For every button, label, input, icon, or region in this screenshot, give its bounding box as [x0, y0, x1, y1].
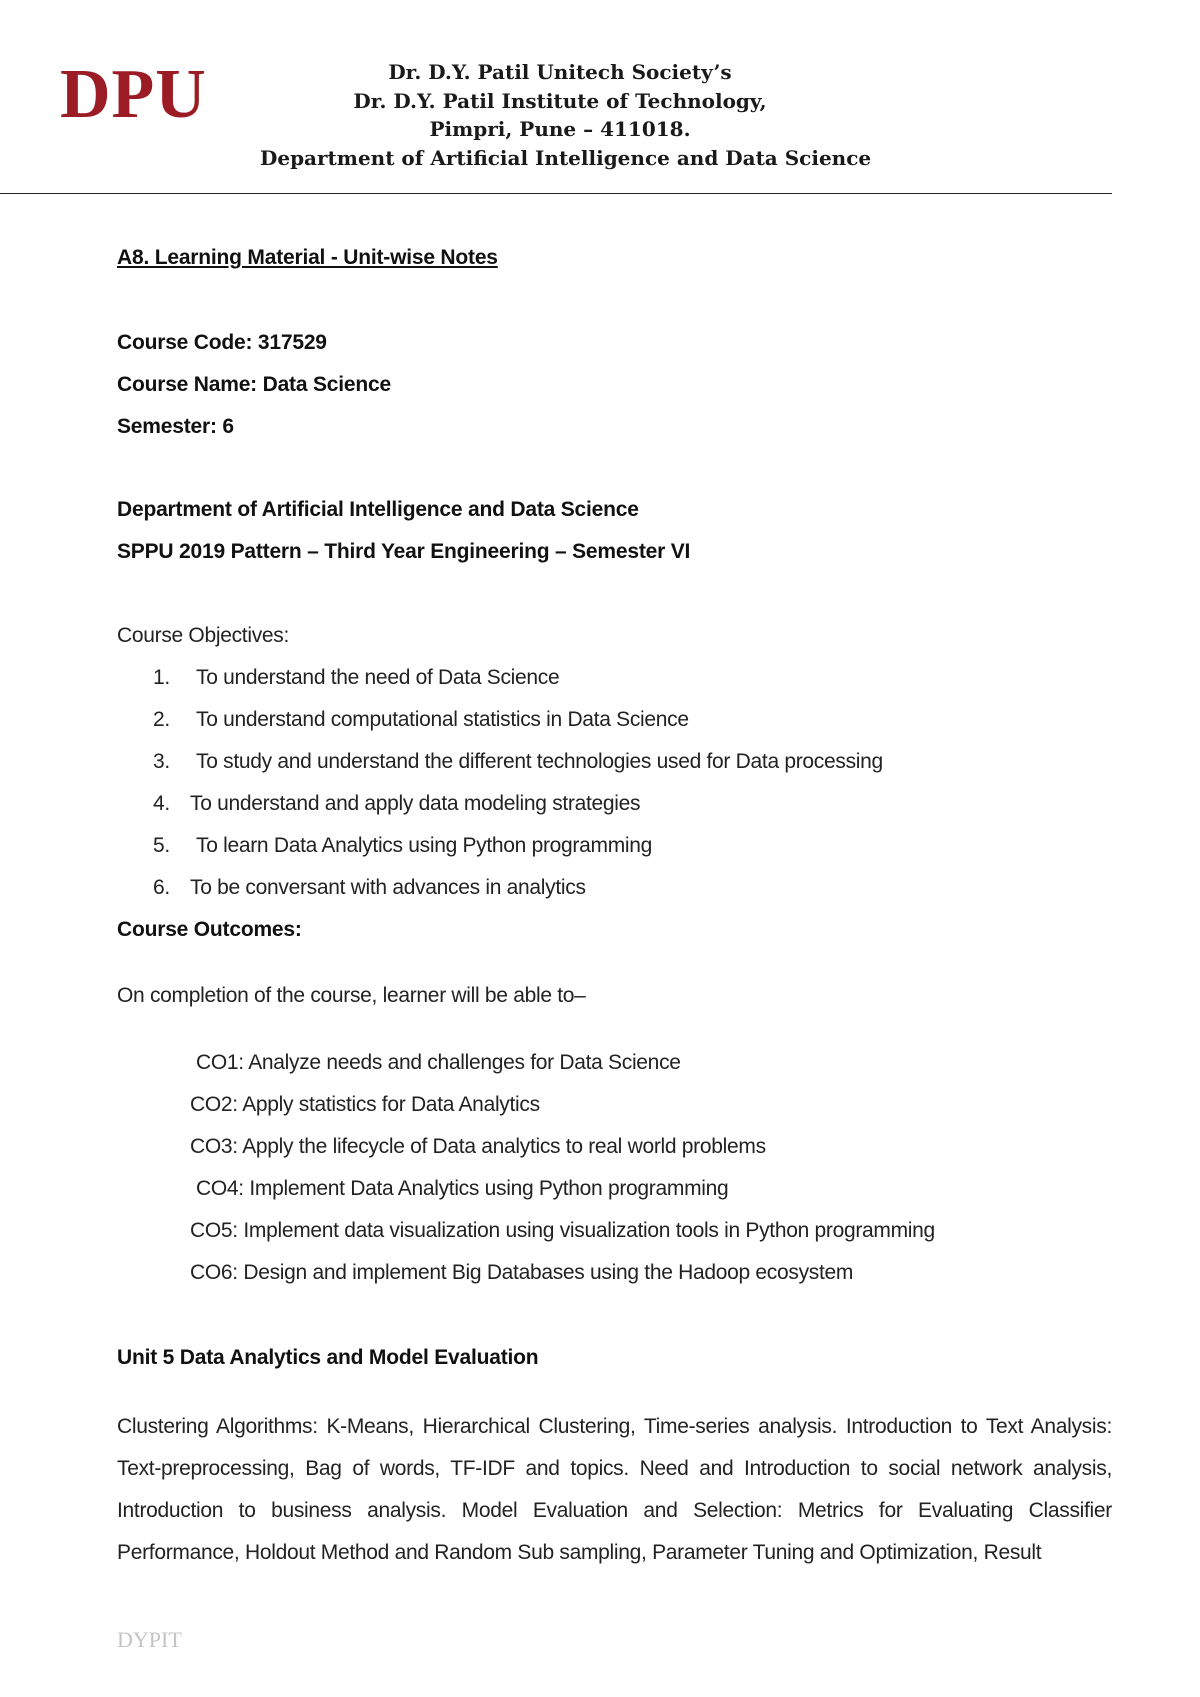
header-department: Department of Artificial Intelligence and Data Science — [260, 145, 872, 170]
unit-paragraph: Clustering Algorithms: K-Means, Hierarchical Clustering, Time-series analysis. Introduction to Text Analysis: Text-preprocessing, Bag of words, TF-IDF and topics. Need and Introduction to social network analysis, Introduction to business analysis. Model Evaluation and Selection: Metrics for Evaluating Classifier Performance, Holdout Method and Random Sub sampling, Parameter Tuning and Optimization, Result — [117, 1415, 1112, 1564]
course-name: Course Name: Data Science — [117, 373, 391, 396]
unit-heading: Unit 5 Data Analytics and Model Evaluation — [117, 1346, 539, 1369]
objective-number: 5. — [153, 834, 170, 857]
outcome-item: CO2: Apply statistics for Data Analytics — [190, 1093, 540, 1116]
dpu-logo — [60, 56, 238, 133]
outcome-item: CO6: Design and implement Big Databases using the Hadoop ecosystem — [190, 1261, 854, 1284]
outcome-item: CO4: Implement Data Analytics using Python programming — [196, 1177, 729, 1200]
semester: Semester: 6 — [117, 415, 234, 438]
objectives-heading: Course Objectives: — [117, 624, 290, 647]
objective-text: To understand and apply data modeling strategies — [190, 792, 641, 815]
outcomes-heading: Course Outcomes: — [117, 918, 302, 941]
objective-text: To understand computational statistics in Data Science — [196, 708, 689, 731]
header-address: Pimpri, Pune – 411018. — [429, 117, 691, 141]
outcome-item: CO3: Apply the lifecycle of Data analytics to real world problems — [190, 1135, 766, 1158]
objective-text: To be conversant with advances in analytics — [190, 876, 586, 899]
institution-header — [260, 58, 872, 172]
outcome-item: CO1: Analyze needs and challenges for Data Science — [196, 1051, 681, 1074]
objective-text: To study and understand the different technologies used for Data processing — [196, 750, 883, 773]
objective-number: 3. — [153, 750, 170, 773]
section-title: A8. Learning Material - Unit-wise Notes — [117, 246, 498, 269]
objective-number: 1. — [153, 666, 170, 689]
logo-text: DPU — [60, 56, 207, 133]
course-code: Course Code: 317529 — [117, 331, 327, 354]
department: Department of Artificial Intelligence and Data Science — [117, 498, 639, 521]
outcomes-intro: On completion of the course, learner will be able to– — [117, 984, 586, 1007]
outcome-item: CO5: Implement data visualization using visualization tools in Python programming — [190, 1219, 935, 1242]
footer-watermark: DYPIT — [117, 1627, 182, 1652]
header-society: Dr. D.Y. Patil Unitech Society’s — [388, 60, 732, 84]
pattern: SPPU 2019 Pattern – Third Year Engineering – Semester VI — [117, 540, 691, 563]
objective-text: To learn Data Analytics using Python programming — [196, 834, 653, 857]
objective-number: 4. — [153, 792, 170, 815]
objective-number: 2. — [153, 708, 170, 731]
header-divider — [0, 193, 1112, 194]
objective-text: To understand the need of Data Science — [196, 666, 560, 689]
objective-number: 6. — [153, 876, 170, 899]
header-institute: Dr. D.Y. Patil Institute of Technology, — [353, 88, 767, 113]
